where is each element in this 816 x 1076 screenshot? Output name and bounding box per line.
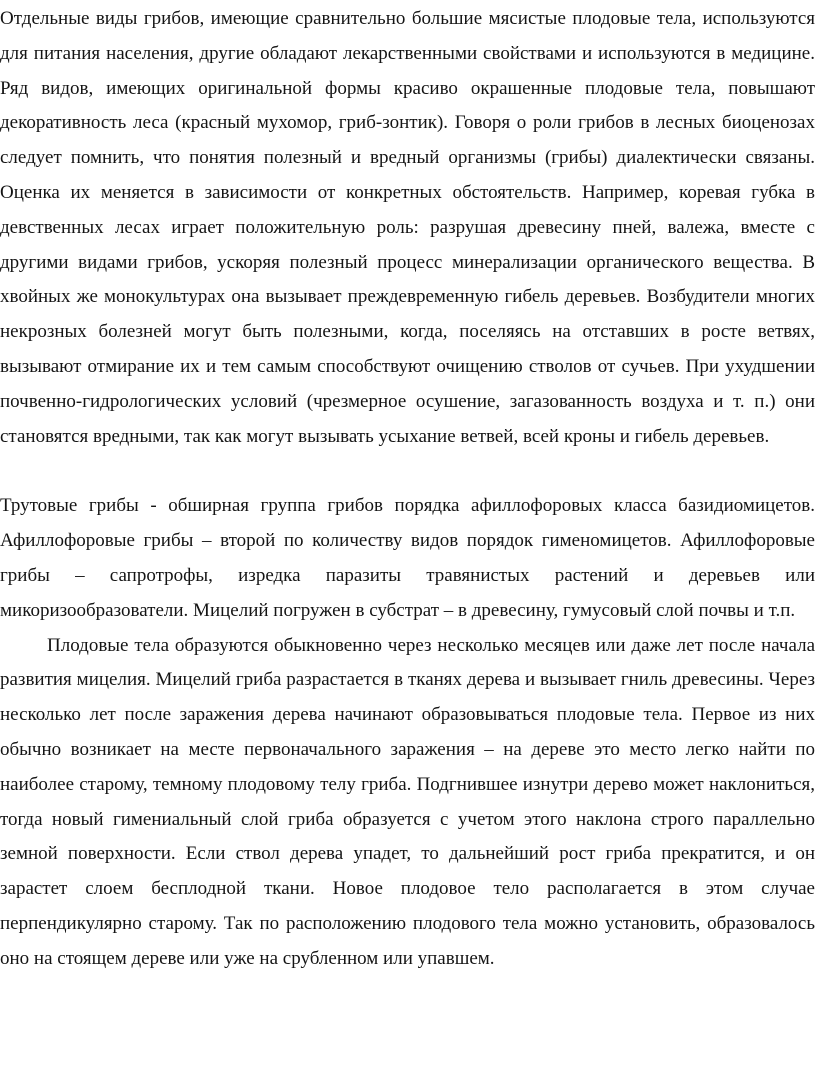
paragraph-fungi-roles: Отдельные виды грибов, имеющие сравнительно большие мясистые плодовые тела, используются для питания населения, другие обладают лекарственными свойствами и используются в медицине. Ряд видов, имеющих оригинальной формы красиво окрашенные плодовые тела, повышают декоративность леса (красный мухомор, гриб-зонтик). Говоря о роли грибов в лесных биоценозах следует помнить, что понятия полезный и вредный организмы (грибы) диалектически связаны. Оценка их меняется в зависимости от конкретных обстоятельств. Например, коревая губка в девственных лесах играет положительную роль: разрушая древесину пней, валежа, вместе с другими видами грибов, ускоряя полезный процесс минерализации органического вещества. В хвойных же монокультурах она вызывает преждевременную гибель деревьев. Возбудители многих некрозных болезней могут быть полезными, когда, поселяясь на отставших в росте ветвях, вызывают отмирание их и тем самым способствуют очищению стволов от сучьев. При ухудшении почвенно-гидрологических условий (чрезмерное осушение, загазованность воздуха и т. п.) они становятся вредными, так как могут вызывать усыхание ветвей, всей кроны и гибель деревьев. — [0, 8, 815, 447]
paragraph-polypore-fungi: Трутовые грибы - обширная группа грибов порядка афиллофоровых класса базидиомицетов. Афиллофоровые грибы – второй по количеству видов порядок гименомицетов. Афиллофоровые грибы – сапротрофы, изредка паразиты травянистых растений и деревьев или микоризообразователи. Мицелий погружен в субстрат – в древесину, гумусовый слой почвы и т.п. — [0, 495, 815, 621]
paragraph-fruiting-bodies: Плодовые тела образуются обыкновенно через несколько месяцев или даже лет после начала развития мицелия. Мицелий гриба разрастается в тканях дерева и вызывает гниль древесины. Через несколько лет после заражения дерева начинают образовываться плодовые тела. Первое из них обычно возникает на месте первоначального заражения – на дереве это место легко найти по наиболее старому, темному плодовому телу гриба. Подгнившее изнутри дерево может наклониться, тогда новый гимениальный слой гриба образуется с учетом этого наклона строго параллельно земной поверхности. Если ствол дерева упадет, то дальнейший рост гриба прекратится, и он зарастет слоем бесплодной ткани. Новое плодовое тело располагается в этом случае перпендикулярно старому. Так по расположению плодового тела можно установить, образовалось оно на стоящем дереве или уже на срубленном или упавшем. — [0, 634, 815, 969]
